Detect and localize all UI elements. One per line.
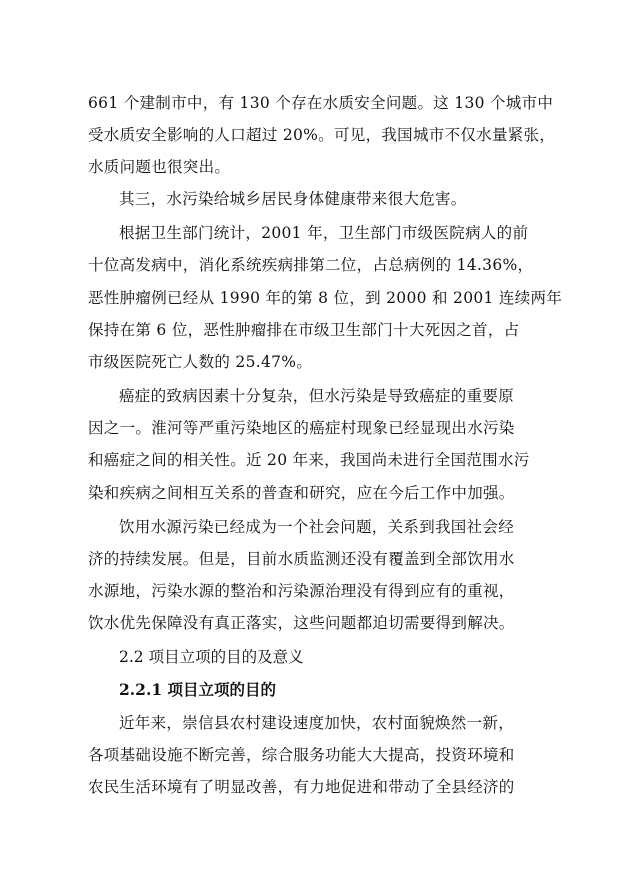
body-line-5: 根据卫生部门统计，2001 年，卫生部门市级医院病人的前 bbox=[119, 224, 529, 242]
body-line-7: 恶性肿瘤例已经从 1990 年的第 8 位，到 2000 和 2001 连续两年 bbox=[88, 289, 563, 307]
body-line-1: 661 个建制市中，有 130 个存在水质安全问题。这 130 个城市中 bbox=[88, 94, 554, 112]
body-line-3: 水质问题也很突出。 bbox=[88, 158, 231, 176]
body-line-16: 水源地，污染水源的整治和污染源治理没有得到应有的重视， bbox=[88, 582, 515, 600]
body-line-12: 和癌症之间的相关性。近 20 年来，我国尚未进行全国范围水污 bbox=[88, 451, 530, 469]
body-line-6: 十位高发病中，消化系统疾病排第二位，占总病例的 14.36%， bbox=[88, 256, 534, 274]
body-line-2: 受水质安全影响的人口超过 20%。可见，我国城市不仅水量紧张， bbox=[88, 126, 556, 144]
body-line-17: 饮水优先保障没有真正落实，这些问题都迫切需要得到解决。 bbox=[88, 614, 515, 632]
tail-line-3: 农民生活环境有了明显改善，有力地促进和带动了全县经济的 bbox=[88, 778, 515, 796]
section-heading-2-2: 2.2 项目立项的目的及意义 bbox=[119, 648, 304, 666]
body-line-11: 因之一。淮河等严重污染地区的癌症村现象已经显现出水污染 bbox=[88, 419, 515, 437]
body-line-14: 饮用水源污染已经成为一个社会问题，关系到我国社会经 bbox=[119, 518, 515, 536]
tail-line-2: 各项基础设施不断完善，综合服务功能大大提高，投资环境和 bbox=[88, 746, 515, 764]
body-line-4: 其三，水污染给城乡居民身体健康带来很大危害。 bbox=[119, 190, 467, 208]
body-line-8: 保持在第 6 位，恶性肿瘤排在市级卫生部门十大死因之首，占 bbox=[88, 321, 520, 339]
body-line-9: 市级医院死亡人数的 25.47%。 bbox=[88, 353, 313, 371]
body-line-13: 染和疾病之间相互关系的普查和研究，应在今后工作中加强。 bbox=[88, 484, 515, 502]
tail-line-1: 近年来，崇信县农村建设速度加快，农村面貌焕然一新， bbox=[119, 714, 515, 732]
body-line-10: 癌症的致病因素十分复杂，但水污染是导致癌症的重要原 bbox=[119, 387, 515, 405]
body-line-15: 济的持续发展。但是，目前水质监测还没有覆盖到全部饮用水 bbox=[88, 550, 515, 568]
subsection-heading-2-2-1: 2.2.1 项目立项的目的 bbox=[119, 680, 277, 699]
